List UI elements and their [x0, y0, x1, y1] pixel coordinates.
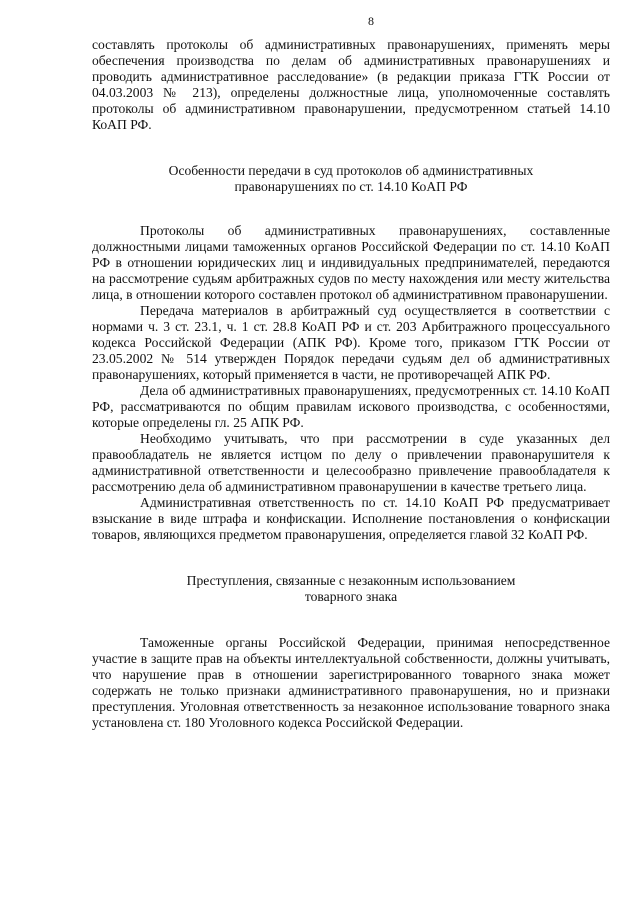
paragraph: Необходимо учитывать, что при рассмотрении в суде указанных дел правообладатель не является истцом по делу о привлечении правонарушителя к административной ответственности и целесообразно привлечение правообладателя к рассмотрению дела об административном правонарушении в качестве третьего лица.: [92, 431, 610, 494]
intro-paragraph: составлять протоколы об административных правонарушениях, применять меры обеспечения производства по делам об административных правонарушениях и проводить административное расследование» (в редакции приказа ГТК России от 04.03.2003 № 213), определены должностные лица, уполномоченные составлять протоколы об административном правонарушении, предусмотренном статьей 14.10 КоАП РФ.: [92, 37, 610, 132]
page-number: 8: [368, 14, 374, 28]
section-heading-line: правонарушениях по ст. 14.10 КоАП РФ: [234, 179, 468, 194]
paragraph: Административная ответственность по ст. 14.10 КоАП РФ предусматривает взыскание в виде штрафа и конфискации. Исполнение постановления о конфискации товаров, являющихся предметом правонарушения, определяется главой 32 КоАП РФ.: [92, 495, 610, 542]
paragraph: Протоколы об административных правонарушениях, составленные должностными лицами таможенных органов Российской Федерации по ст. 14.10 КоАП РФ в отношении юридических лиц и индивидуальных предпринимателей, передаются на рассмотрение судьям арбитражных судов по месту нахождения или месту жительства лица, в отношении которого составлен протокол об административном правонарушении.: [92, 223, 610, 302]
section-heading-line: товарного знака: [304, 589, 398, 604]
paragraph: Передача материалов в арбитражный суд осуществляется в соответствии с нормами ч. 3 ст. 23.1, ч. 1 ст. 28.8 КоАП РФ и ст. 203 Арбитражного процессуального кодекса Российской Федерации (АПК РФ). Кроме того, приказом ГТК России от 23.05.2002 № 514 утвержден Порядок передачи судьям дел об административных правонарушениях, который применяется в части, не противоречащей АПК РФ.: [92, 303, 610, 382]
section-heading-line: Особенности передачи в суд протоколов об административных: [168, 163, 534, 178]
paragraph: Дела об административных правонарушениях, предусмотренных ст. 14.10 КоАП РФ, рассматриваются по общим правилам искового производства, с особенностями, которые определены гл. 25 АПК РФ.: [92, 383, 610, 430]
section-heading-court-transfer: [92, 163, 610, 195]
paragraph: Таможенные органы Российской Федерации, принимая непосредственное участие в защите прав на объекты интеллектуальной собственности, должны учитывать, что нарушение прав в отношении зарегистрированного товарного знака может содержать не только признаки административного правонарушения, но и признаки преступления. Уголовная ответственность за незаконное использование товарного знака установлена ст. 180 Уголовного кодекса Российской Федерации.: [92, 635, 610, 730]
section-heading-line: Преступления, связанные с незаконным использованием: [186, 573, 516, 588]
section-heading-crimes: [92, 573, 610, 605]
